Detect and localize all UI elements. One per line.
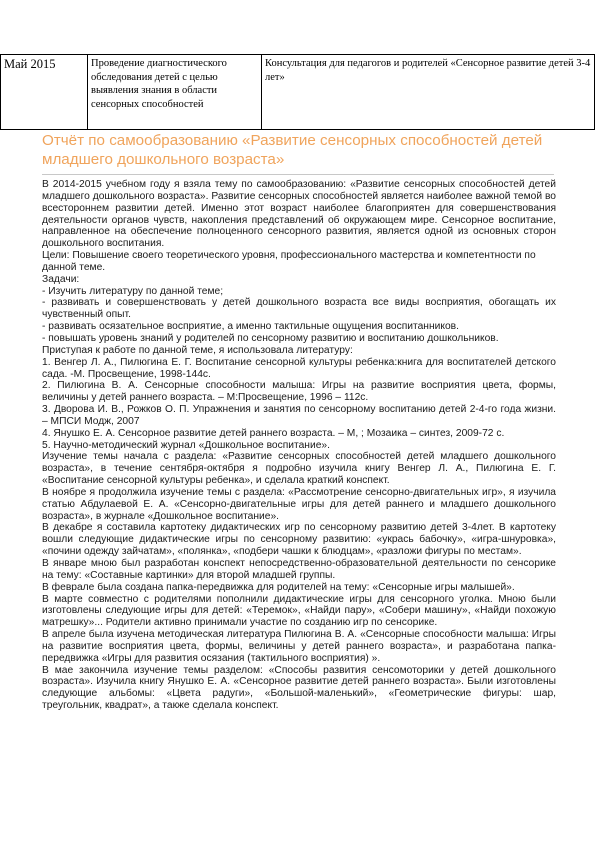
paragraph: Цели: Повышение своего теоретического уровня, профессионального мастерства и компетентности по данной теме. bbox=[42, 250, 536, 273]
list-item: 5. Научно-методический журнал «Дошкольное воспитание». bbox=[42, 439, 330, 451]
table-cell-activity: Проведение диагностического обследования детей с целью выявления знания в области сенсорных способностей bbox=[88, 55, 262, 130]
paragraph: Изучение темы начала с раздела: «Развитие сенсорных способностей детей младшего дошкольного возраста», в течение сентября-октября я подробно изучила книгу Венгер Л. А., Пилюгина Е. Г. «Воспитание сенсорной культуры ребенка», и сделала краткий конспект. bbox=[42, 451, 556, 487]
paragraph: Задачи: bbox=[42, 273, 80, 285]
paragraph: В 2014-2015 учебном году я взяла тему по самообразованию: «Развитие сенсорных способностей детей младшего дошкольного возраста». Развитие сенсорных способностей является наиболее важной темой во всестороннем развитии детей. Именно этот возраст наиболее благоприятен для совершенствования деятельности органов чувств, накопления представлений об окружающем мире. Сенсорное воспитание, направленное на обеспечение полноценного сенсорного развития, является одной из основных сторон дошкольного воспитания. bbox=[42, 179, 556, 250]
list-item: - развивать и совершенствовать у детей дошкольного возраста все виды восприятия, обогащать их чувственный опыт. bbox=[42, 297, 556, 321]
report-title: Отчёт по самообразованию «Развитие сенсорных способностей детей младшего дошкольного возраста» bbox=[42, 132, 543, 168]
table-cell-result: Консультация для педагогов и родителей «Сенсорное развитие детей 3-4 лет» bbox=[262, 55, 595, 130]
plan-table bbox=[0, 54, 595, 130]
list-item: - Изучить литературу по данной теме; bbox=[42, 285, 224, 297]
title-divider bbox=[42, 174, 554, 175]
list-item: 3. Дворова И. В., Рожков О. П. Упражнения и занятия по сенсорному воспитанию детей 2-4-го года жизни. – МПСИ Модж, 2007 bbox=[42, 404, 556, 427]
table-cell-date: Май 2015 bbox=[1, 55, 88, 130]
list-item: 2. Пилюгина В. А. Сенсорные способности малыша: Игры на развитие восприятия цвета, формы, величины у детей раннего возраста. – М:Просвещение, 1996 – 112с. bbox=[42, 380, 556, 404]
paragraph: В мае закончила изучение темы разделом: «Способы развития сенсомоторики у детей дошкольного возраста». Изучила книгу Янушко Е. А. «Сенсорное развитие детей раннего возраста». Были изготовлены следующие альбомы: «Цвета радуги», «Большой-маленький», «Геометрические фигуры: шар, треугольник, квадрат», а также сделала конспект. bbox=[42, 664, 556, 712]
list-item: 1. Венгер Л. А., Пилюгина Е. Г. Воспитание сенсорной культуры ребенка:книга для воспитателей детского сада. -М. Просвещение, 1998-144с. bbox=[42, 356, 556, 380]
paragraph: В апреле была изучена методическая литература Пилюгина В. А. «Сенсорные способности малыша: Игры на развитие восприятия цвета, формы, величины у детей раннего возраста», и разработана папка-передвижка «Игры для развития осязания (тактильного восприятия) ». bbox=[42, 629, 556, 664]
report-body bbox=[42, 179, 556, 712]
paragraph: В ноябре я продолжила изучение темы с раздела: «Рассмотрение сенсорно-двигательных игр», я изучила статью Абдулаевой Е. А. «Сенсорно-двигательные игры для детей раннего и младшего дошкольного возраста», в журнале «Дошкольное воспитание». bbox=[42, 486, 556, 522]
paragraph: В декабре я составила картотеку дидактических игр по сенсорному развитию детей 3-4лет. В картотеку вошли следующие дидактические игры по сенсорному развитию: «укрась бабочку», «игра-шнуровка», «почини одежду зайчатам», «полянка», «подбери чашки к блюдцам», «разложи фигуры по местам». bbox=[42, 522, 556, 558]
list-item: - повышать уровень знаний у родителей по сенсорному развитию и воспитанию дошкольников. bbox=[42, 332, 499, 344]
paragraph: В январе мною был разработан конспект непосредственно-образовательной деятельности по сенсорике на тему: «Составные картинки» для второй младшей группы. bbox=[42, 558, 556, 581]
paragraph: Приступая к работе по данной теме, я использовала литературу: bbox=[42, 344, 353, 356]
paragraph: В марте совместно с родителями пополнили дидактические игры для сенсорного уголка. Мною были изготовлены следующие игры для детей: «Теремок», «Найди пару», «Собери машину», «Найди похожую матрешку»... Родители активно принимали участие по созданию игр по сенсорике. bbox=[42, 593, 556, 629]
table-row bbox=[1, 55, 595, 130]
list-item: - развивать осязательное восприятие, а именно тактильные ощущения воспитанников. bbox=[42, 321, 459, 333]
paragraph: В феврале была создана папка-передвижка для родителей на тему: «Сенсорные игры малышей». bbox=[42, 581, 515, 593]
list-item: 4. Янушко Е. А. Сенсорное развитие детей раннего возраста. – М, ; Мозаика – синтез, 2009-72 с. bbox=[42, 427, 505, 439]
